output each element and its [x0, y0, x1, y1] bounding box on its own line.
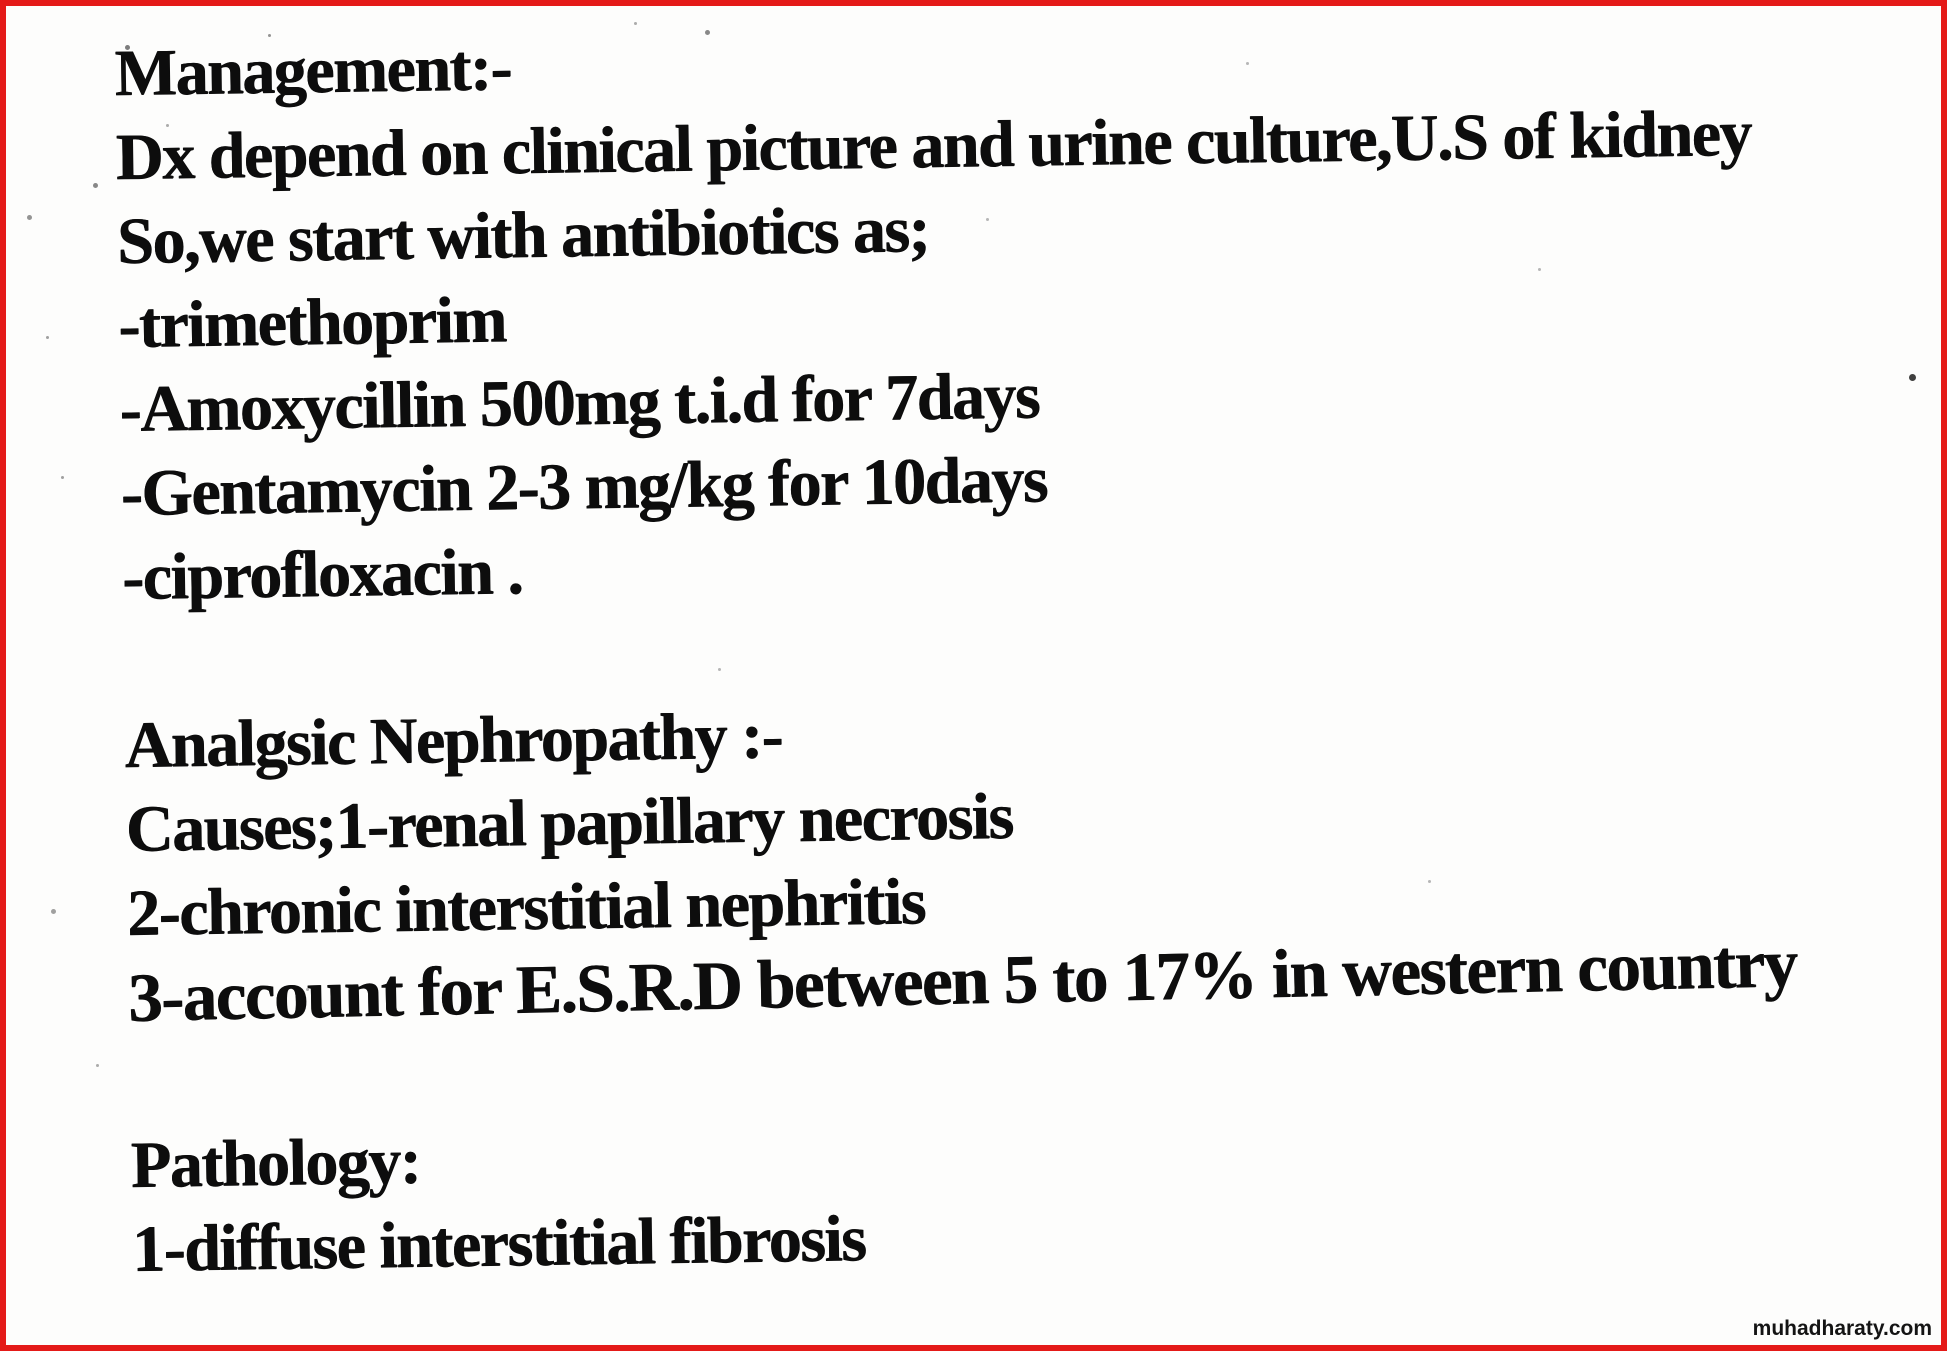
line-gentamycin: -Gentamycin 2-3 mg/kg for 10days	[120, 443, 1048, 530]
line-cause-2: 2-chronic interstitial nephritis	[126, 865, 926, 950]
watermark-site-name: muhadharaty.com	[1752, 1317, 1932, 1340]
line-dx-diagnosis: Dx depend on clinical picture and urine culture,U.S of kidney	[115, 96, 1752, 194]
line-antibiotics-intro: So,we start with antibiotics as;	[116, 192, 930, 278]
line-cause-1: Causes;1-renal papillary necrosis	[125, 779, 1014, 866]
line-trimethoprim: -trimethoprim	[117, 283, 507, 362]
line-ciprofloxacin: -ciprofloxacin .	[121, 535, 523, 614]
scan-noise-speckles	[6, 6, 9, 9]
heading-pathology: Pathology:	[130, 1124, 421, 1202]
line-cause-3: 3-account for E.S.R.D between 5 to 17% in western country	[127, 924, 1798, 1036]
line-amoxycillin: -Amoxycillin 500mg t.i.d for 7days	[119, 359, 1040, 446]
line-pathology-1: 1-diffuse interstitial fibrosis	[131, 1201, 866, 1286]
heading-analgesic-nephropathy: Analgsic Nephropathy :-	[124, 699, 783, 782]
heading-management: Management:-	[114, 31, 512, 110]
document-text-block	[114, 5, 1947, 1292]
